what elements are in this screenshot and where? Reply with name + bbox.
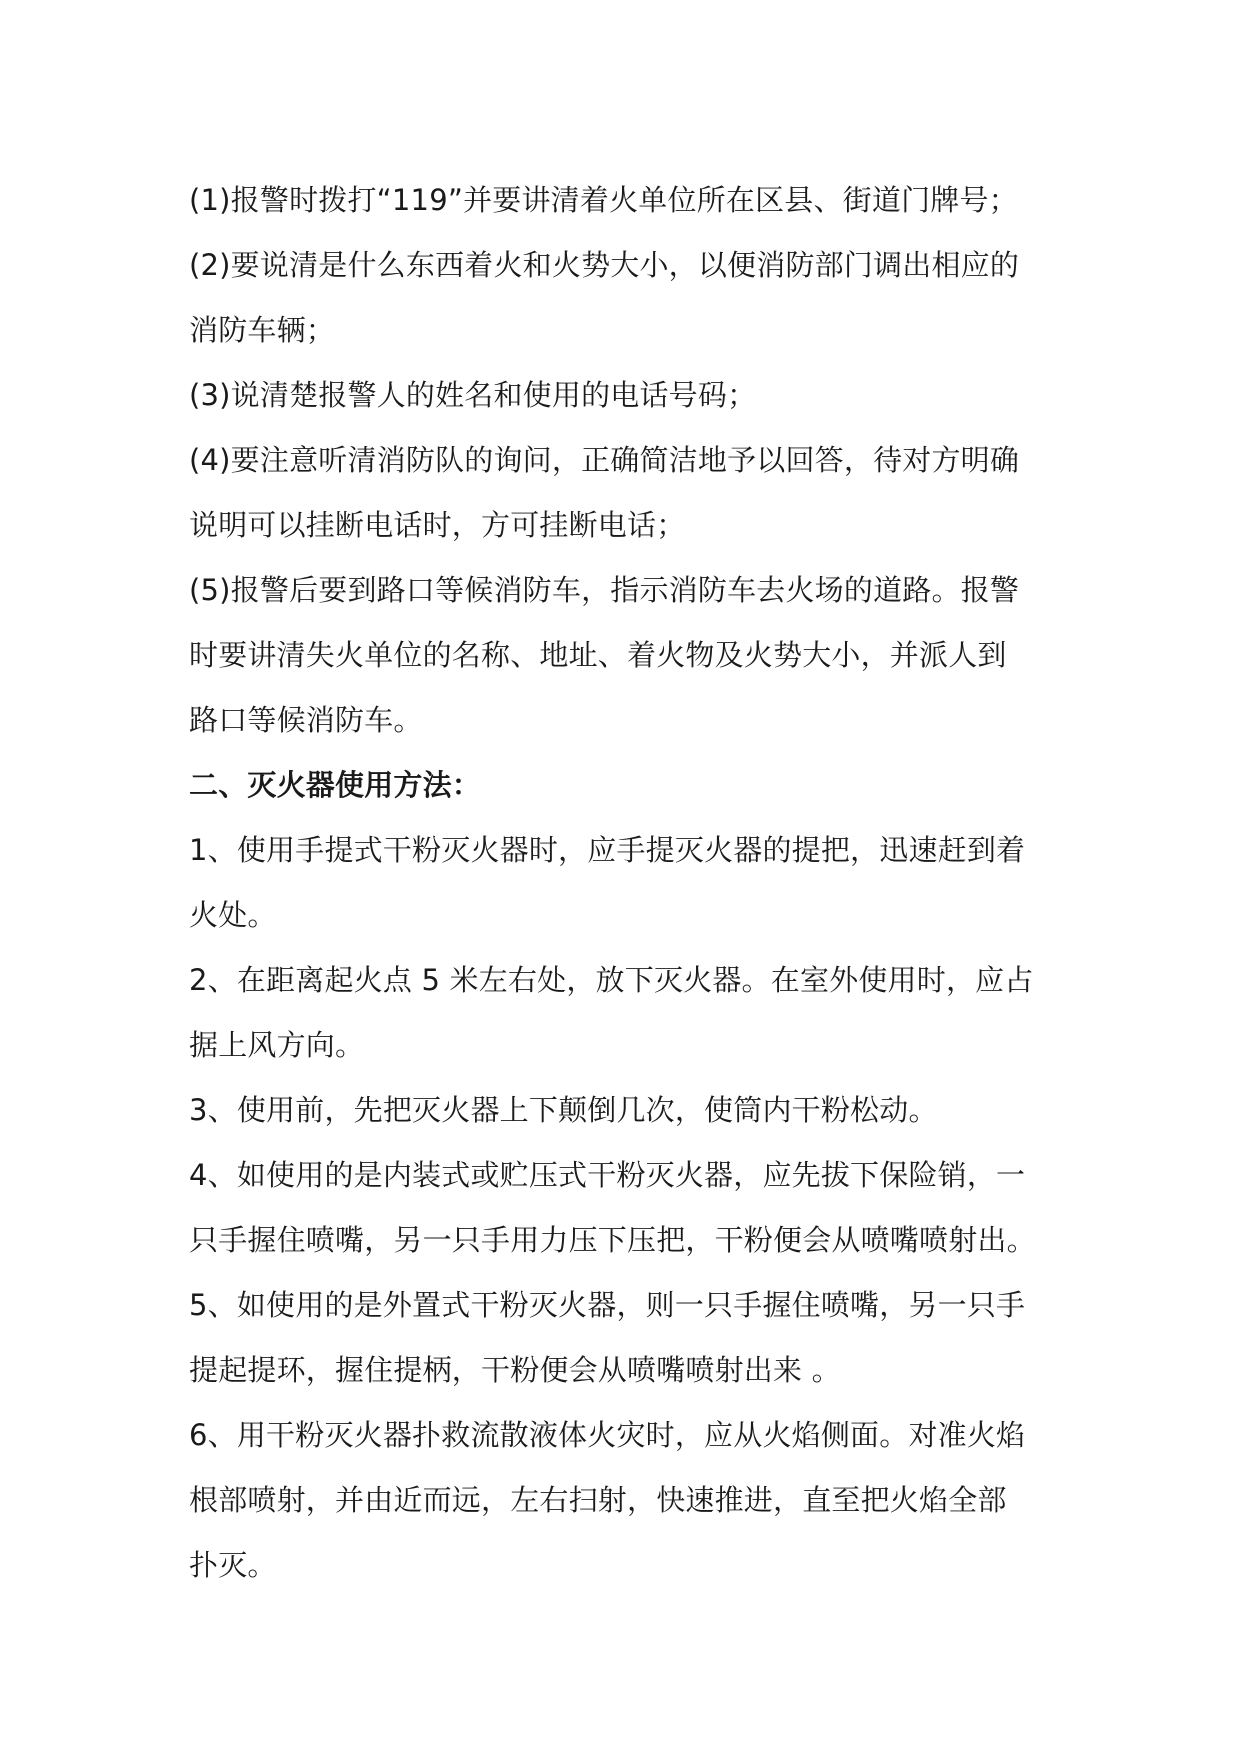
text-line-step-4-cont: 只手握住喷嘴，另一只手用力压下压把，干粉便会从喷嘴喷射出。 — [189, 1223, 1036, 1257]
text-line-step-5-cont: 提起提环，握住提柄，干粉便会从喷嘴喷射出来 。 — [189, 1353, 841, 1387]
text-line-step-2: 2、在距离起火点 5 米左右处，放下灭火器。在室外使用时，应占 — [189, 963, 1034, 997]
text-line-alarm-3: (3)说清楚报警人的姓名和使用的电话号码； — [189, 378, 757, 412]
text-line-step-6-cont-2: 扑灭。 — [189, 1548, 277, 1582]
text-line-step-5: 5、如使用的是外置式干粉灭火器，则一只手握住喷嘴，另一只手 — [189, 1288, 1026, 1322]
text-line-step-6: 6、用干粉灭火器扑救流散液体火灾时，应从火焰侧面。对准火焰 — [189, 1418, 1026, 1452]
text-line-alarm-5: (5)报警后要到路口等候消防车，指示消防车去火场的道路。报警 — [189, 573, 1020, 607]
text-line-alarm-4: (4)要注意听清消防队的询问，正确简洁地予以回答，待对方明确 — [189, 443, 1020, 477]
text-line-alarm-5-cont: 时要讲清失火单位的名称、地址、着火物及火势大小，并派人到 — [189, 638, 1007, 672]
text-line-alarm-1: (1)报警时拨打“119”并要讲清着火单位所在区县、街道门牌号； — [189, 183, 1018, 217]
text-line-step-3: 3、使用前，先把灭火器上下颠倒几次，使筒内干粉松动。 — [189, 1093, 938, 1127]
document-body — [189, 168, 1059, 1598]
text-line-alarm-4-cont: 说明可以挂断电话时，方可挂断电话； — [189, 508, 686, 542]
text-line-alarm-5-cont-2: 路口等候消防车。 — [189, 703, 423, 737]
text-line-step-4: 4、如使用的是内装式或贮压式干粉灭火器，应先拔下保险销，一 — [189, 1158, 1026, 1192]
text-line-step-6-cont: 根部喷射，并由近而远，左右扫射，快速推进，直至把火焰全部 — [189, 1483, 1007, 1517]
text-line-alarm-2: (2)要说清是什么东西着火和火势大小，以便消防部门调出相应的 — [189, 248, 1020, 282]
text-line-step-1-cont: 火处。 — [189, 898, 277, 932]
section-heading-extinguisher: 二、灭火器使用方法： — [189, 768, 482, 802]
text-line-step-2-cont: 据上风方向。 — [189, 1028, 365, 1062]
text-line-alarm-2-cont: 消防车辆； — [189, 313, 336, 347]
text-line-step-1: 1、使用手提式干粉灭火器时，应手提灭火器的提把，迅速赶到着 — [189, 833, 1026, 867]
